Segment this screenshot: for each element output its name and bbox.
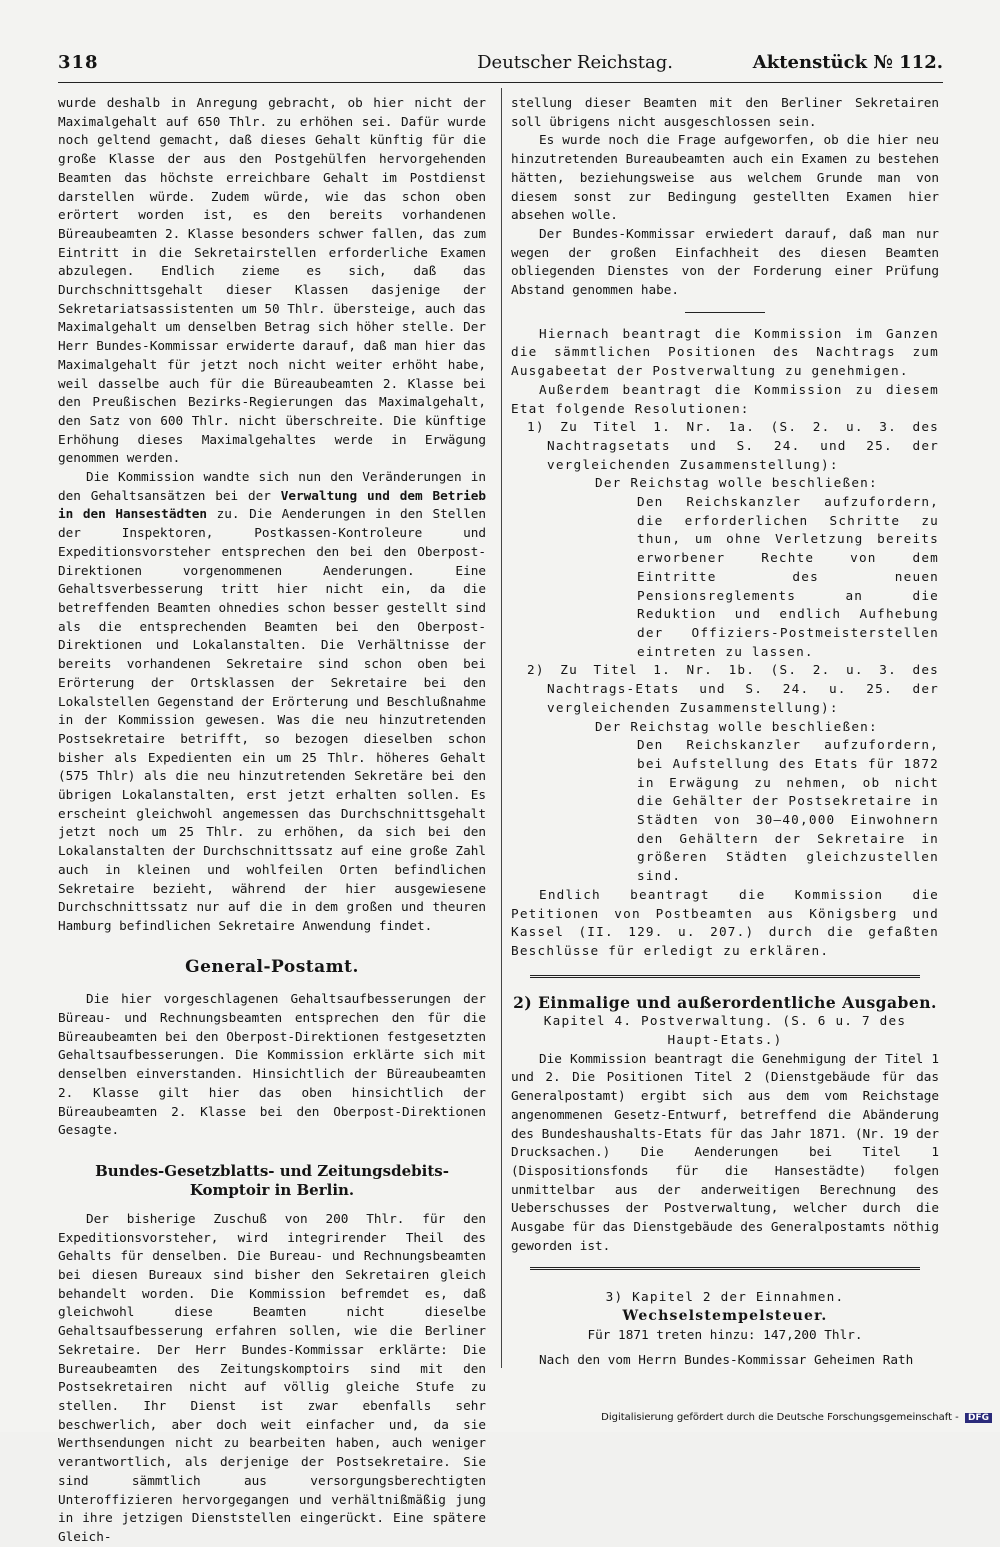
page-header [58,50,943,80]
resolution-item-2: 2) Zu Titel 1. Nr. 1b. (S. 2. u. 3. des Nachtrags-Etats und S. 24. u. 25. der vergleichenden Zusammenstellung): [527,662,939,715]
resolution-1-intro: Der Reichstag wolle beschließen: [595,475,878,491]
section-heading-bundes-gesetzblatt: Bundes-Gesetzblatts- und Zeitungsdebits-Komptoir in Berlin. [95,1161,449,1199]
paragraph-text: 3) Kapitel 2 der Einnahmen. [605,1289,845,1305]
left-paragraph-4: Der bisherige Zuschuß von 200 Thlr. für den Expeditionsvorsteher, wird integrirender Theil des Gehalts für denselben. Die Bureau- und Rechnungsbeamten bei diesen Bureaux sind bisher den Sekretairen gleich behandelt worden. Die Kommission befremdet es, daß gleichwohl diese Beamten nicht dieselbe Gehaltsaufbesserung erfahren sollen, wie die Berliner Sekretaire. Der Herr Bundes-Kommissar erklärte: Die Bureaubeamten des Zeitungskomptoirs sind mit den Postsekretairen nicht auf völlig gleiche Stufe zu stellen. Ihr Dienst ist zwar ebenfalls sehr beschwerlich, aber doch weit einfacher und, da sie Werthsendungen nicht zu bearbeiten haben, auch weniger verantwortlich, als derjenige der Postsekretaire. Sie sind sämmtlich aus versorgungsberechtigten Unteroffizieren hervorgegangen und verhältnißmäßig jung in ihre jetzigen Dienststellen eingerückt. Eine spätere Gleich- [58,1210,486,1544]
section-heading-einmalige-ausgaben: 2) Einmalige und außerordentliche Ausgaben. [513,992,937,1012]
kapitel-4-heading: Kapitel 4. Postverwaltung. (S. 6 u. 7 des Haupt-Etats.) [543,1013,907,1048]
paragraph-text: Die Kommission wandte sich nun den Veränderungen in den Gehaltsansätzen bei der [58,469,486,503]
right-paragraph-3: Der Bundes-Kommissar erwiedert darauf, daß man nur wegen der großen Einfachheit des diesen Beamten obliegenden Dienstes von der Forderung einer Prüfung Abstand genommen habe. [511,225,939,298]
right-paragraph-7: Die Kommission beantragt die Genehmigung der Titel 1 und 2. Die Positionen Titel 2 (Dienstgebäude für das Generalpostamt) ergibt sich aus dem vom Reichstage angenommenen Gesetz-Entwurf, betreffend die Abänderung des Bundeshaushalts-Etats für das Jahr 1871. (Nr. 19 der Drucksachen.) Die Aenderungen bei Titel 1 (Dispositionsfonds für die Hansestädte) folgen unmittelbar aus der anderweitigen Berechnung des Ueberschusses der Postverwaltung, welcher durch die Ausgabe für das Dienstgebäude des Generalpostamts nöthig geworden ist. [511,1050,939,1253]
document-number: Aktenstück № 112. [752,52,943,73]
bold-phrase: Wechselstempelsteuer. [622,1308,828,1325]
left-paragraph-3: Die hier vorgeschlagenen Gehaltsaufbesserungen der Büreau- und Rechnungsbeamten entsprechen den für die Büreaubeamten bei den Oberpost-Direktionen festgesetzten Gehaltsaufbesserungen. Die Kommission erklärte sich mit denselben einverstanden. Hinsichtlich der Büreaubeamten 2. Klasse gilt hier das oben hinsichtlich der Büreaubeamten 2. Klasse bei den Oberpost-Direktionen Gesagte. [58,991,486,1138]
right-paragraph-2: Es wurde noch die Frage aufgeworfen, ob die hier neu hinzutretenden Bureaubeamten auch ein Examen zu bestehen hätten, beziehungsweise aus welchem Grunde man von diesem sonst zur Bedingung gestellten Examen hier absehen wolle. [511,132,939,223]
running-title: Deutscher Reichstag. [477,52,673,73]
resolution-item-1: 1) Zu Titel 1. Nr. 1a. (S. 2. u. 3. des Nachtragsetats und S. 24. und 25. der vergleichenden Zusammenstellung): [527,419,939,472]
kapitel-2-amount: Für 1871 treten hinzu: 147,200 Thlr. [587,1326,863,1342]
header-rule [58,82,943,83]
right-last-line: Nach den vom Herrn Bundes-Kommissar Geheimen Rath [539,1351,914,1367]
paragraph-text: zu. Die Aenderungen in den Stellen der Inspektoren, Postkassen-Kontroleure und Expeditionsvorsteher entsprechen den bei den Oberpost-Direktionen vorgenommenen Aenderungen. Eine Gehaltsverbesserung tritt hier nicht ein, da die betreffenden Beamten ohnedies schon besser gestellt sind als die entsprechenden Beamten bei den Oberpost-Direktionen und Lokalanstalten. Die Verhältnisse der bereits vorhandenen Sekretaire sind schon oben bei Erörterung der Ortsklassen der Sekretaire bei den Lokalstellen Gegenstand der Erörterung und Beschlußnahme in der Kommission gewesen. Was die neu hinzutretenden Postsekretaire betrifft, so bezogen dieselben schon bisher als Expedienten ein um 25 Thlr. höheres Gehalt (575 Thlr) als die neu hinzutretenden Sekretäre bei den übrigen Lokalanstalten, erst jetzt erhalten sollen. Es erscheint gleichwohl angemessen das Durchschnittsgehalt jetzt noch um 25 Thlr. zu erhöhen, da sich bei den Lokalanstalten der Durchschnittssatz auf eine große Zahl auch in kleinen und wohlfeilen Orten befindlichen Sekretaire bezieht, während der hier ausgewiesene Durchschnittssatz nur auf die in dem großen und theuren Hamburg befindlichen Sekretaire Anwendung findet. [58,506,486,933]
resolution-2-intro: Der Reichstag wolle beschließen: [595,718,878,734]
right-paragraph-6: Endlich beantragt die Kommission die Petitionen von Postbeamten aus Königsberg und Kassel (II. 129. u. 207.) durch die gefaßten Beschlüsse für erledigt zu erklären. [511,886,939,958]
left-paragraph-1: wurde deshalb in Anregung gebracht, ob hier nicht der Maximalgehalt auf 650 Thlr. zu erhöhen sei. Dafür wurde noch geltend gemacht, daß dieses Gehalt künftig für die große Klasse der aus den Postgehülfen hervorgehenden Beamten das höchste erreichbare Gehalt im Postdienst darstellen würde. Zudem würde, wie das schon oben erörtert worden ist, es den bereits vorhandenen Büreaubeamten 2. Klasse besonders schwer fallen, das zum Eintritt in die Sekretairstellen erforderliche Examen abzulegen. Endlich zieme es sich, daß das Durchschnittsgehalt dieser Klassen dasjenige der Sekretariatsassistenten um 50 Thlr. übersteige, auch das Maximalgehalt um denselben Betrag sich höher stelle. Der Herr Bundes-Kommissar erwiderte darauf, daß man hier das Maximalgehalt für jetzt noch nicht weiter erhöht habe, weil dasselbe auch für die Büreaubeamten 2. Klasse bei den Preußischen Bezirks-Regierungen das Maximalgehalt, den Satz von 600 Thlr. nicht überschreite. Die künftige Erhöhung dieses Maximalgehaltes werde in Erwägung genommen werden. [58,95,486,466]
page-number: 318 [58,52,99,73]
left-column [58,94,486,1547]
column-divider [501,88,502,1368]
right-paragraph-5: Außerdem beantragt die Kommission zu diesem Etat folgende Resolutionen: [511,381,939,416]
right-paragraph-4: Hiernach beantragt die Kommission im Ganzen die sämmtlichen Positionen des Nachtrags zum Ausgabeetat der Postverwaltung zu genehmigen. [511,325,939,379]
dfg-logo: DFG [965,1413,992,1423]
digitization-footer [601,1412,992,1423]
kapitel-2-heading [511,1288,939,1325]
footer-text: Digitalisierung gefördert durch die Deutsche Forschungsgemeinschaft - [601,1412,959,1423]
right-paragraph-1: stellung dieser Beamten mit den Berliner Sekretairen soll übrigens nicht ausgeschlossen sein. [511,95,939,129]
resolution-1-text: Den Reichskanzler aufzufordern, die erforderlichen Schritte zu thun, um ohne Verletzung bereits erworbener Rechte von dem Eintritte des neuen Pensionsreglements an die Reduktion und endlich Aufhebung der Offiziers-Postmeisterstellen eintreten zu lassen. [637,494,939,659]
section-heading-general-postamt: General-Postamt. [185,956,359,977]
bold-phrase: Verwaltung und dem Betrieb in den Hansestädten [58,487,486,522]
right-column [511,94,939,1369]
left-paragraph-2 [58,468,486,936]
resolution-2-text: Den Reichskanzler aufzufordern, bei Aufstellung des Etats für 1872 in Erwägung zu nehmen, ob nicht die Gehälter der Postsekretaire in Städten von 30—40,000 Einwohnern den Gehältern der Sekretaire in größeren Städten gleichzustellen sind. [637,737,939,884]
